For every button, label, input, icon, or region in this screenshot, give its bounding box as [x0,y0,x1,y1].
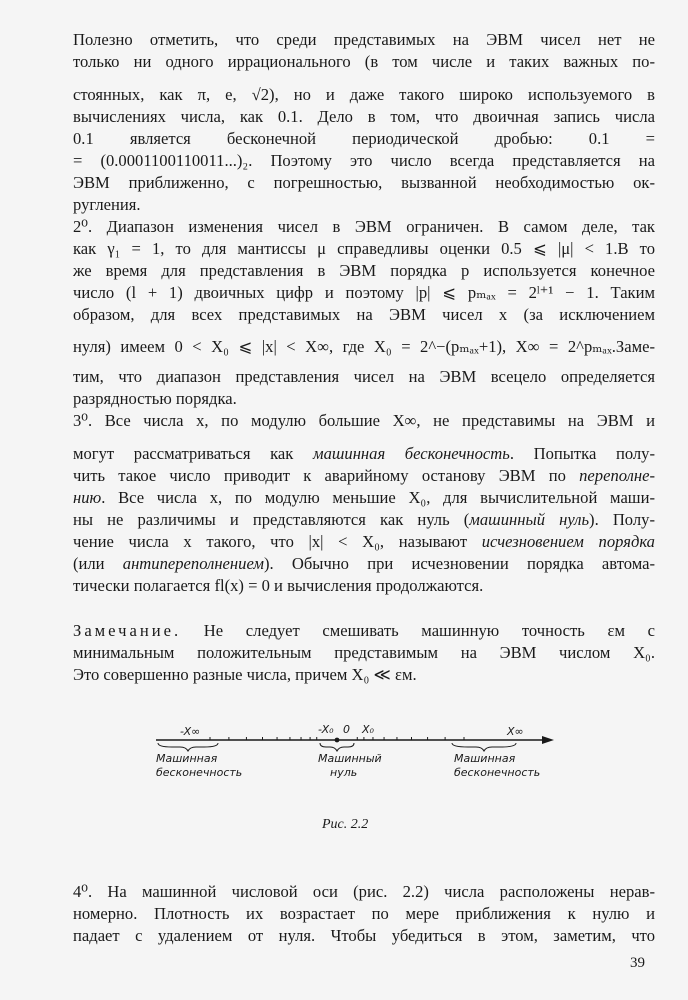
text-line: ругления. [73,195,141,214]
left-region-label: Машинная [156,752,218,765]
text-line: номерно. Плотность их возрастает по мере приближения к нулю и [73,904,655,923]
page-number: 39 [630,955,645,971]
text-line: чение числа x такого, что |x| < X₀, называют исчезновением порядка [73,532,655,551]
zero-brace [320,743,354,751]
remark-line: Замечание. Не следует смешивать машинную точность εм с [73,621,655,640]
text-line: ЭВМ приближенно, с погрешностью, вызванной необходимостью ок- [73,173,655,192]
label-x-inf: X∞ [507,725,524,738]
text-line: 4⁰. На машинной числовой оси (рис. 2.2) числа расположены нерав- [73,882,655,901]
text-line: Полезно отметить, что среди представимых на ЭВМ чисел нет не [73,30,655,49]
text-line: только ни одного иррационального (в том числе и таких важных по- [73,52,655,71]
text-line: тически полагается fl(x) = 0 и вычисления продолжаются. [73,576,484,595]
right-region-label: бесконечность [454,766,541,779]
text-line: как γ₁ = 1, то для мантиссы μ справедливы оценки 0.5 ⩽ |μ| < 1.В то [73,239,655,258]
right-region-label: Машинная [454,752,516,765]
text-line: нию. Все числа x, по модулю меньшие X₀, для вычислительной маши- [73,488,655,507]
label-x0: X₀ [362,723,374,736]
text-line: нуля) имеем 0 < X₀ ⩽ |x| < X∞, где X₀ = 2^−(pₘₐₓ+1), X∞ = 2^pₘₐₓ.Заме- [73,337,655,356]
remark-line: Это совершенно разные числа, причем X₀ ≪ εм. [73,665,417,684]
text-line: 3⁰. Все числа x, по модулю большие X∞, не представимы на ЭВМ и [73,411,655,430]
text-line: число (l + 1) двоичных цифр и поэтому |p| ⩽ pₘₐₓ = 2ˡ⁺¹ − 1. Таким [73,283,655,302]
text-line: же время для представления в ЭВМ порядка p используется конечное [73,261,655,280]
text-line: = (0.0001100110011...)₂. Поэтому это число всегда представляется на [73,151,655,170]
axis-arrow-icon [542,736,554,744]
text-line: образом, для всех представимых на ЭВМ чисел x (за исключением [73,305,655,324]
text-line: вычислениях числа, как 0.1. Дело в том, что двоичная запись числа [73,107,655,126]
text-line: (или антипереполнением). Обычно при исчезновении порядка автома- [73,554,655,573]
center-region-label: нуль [330,766,358,779]
remark-line: минимальным положительным представимым на ЭВМ числом X₀. [73,643,655,662]
text-line: падает с удалением от нуля. Чтобы убедиться в этом, заметим, что [73,926,655,945]
machine-number-line-figure [150,716,560,786]
left-region-label: бесконечность [156,766,243,779]
text-line: 0.1 является бесконечной периодической дробью: 0.1 = [73,129,655,148]
label-zero: 0 [343,723,350,736]
text-line: разрядностью порядка. [73,389,237,408]
text-line: чить такое число приводит к аварийному останову ЭВМ по переполне- [73,466,655,485]
figure-caption: Рис. 2.2 [322,817,369,832]
zero-point [335,738,340,743]
text-line: ны не различимы и представляются как нуль (машинный нуль). Полу- [73,510,655,529]
left-infinity-brace [158,743,218,751]
label-minus-x0: -X₀ [318,723,334,736]
text-line: тим, что диапазон представления чисел на ЭВМ всецело определяется [73,367,655,386]
text-line: могут рассматриваться как машинная бесконечность. Попытка полу- [73,444,656,463]
right-infinity-brace [452,743,516,751]
center-region-label: Машинный [318,752,382,765]
text-line: 2⁰. Диапазон изменения чисел в ЭВМ ограничен. В самом деле, так [73,217,655,236]
label-minus-x-inf: -X∞ [180,725,201,738]
text-line: стоянных, как π, e, √2), но и даже такого широко используемого в [73,85,655,104]
